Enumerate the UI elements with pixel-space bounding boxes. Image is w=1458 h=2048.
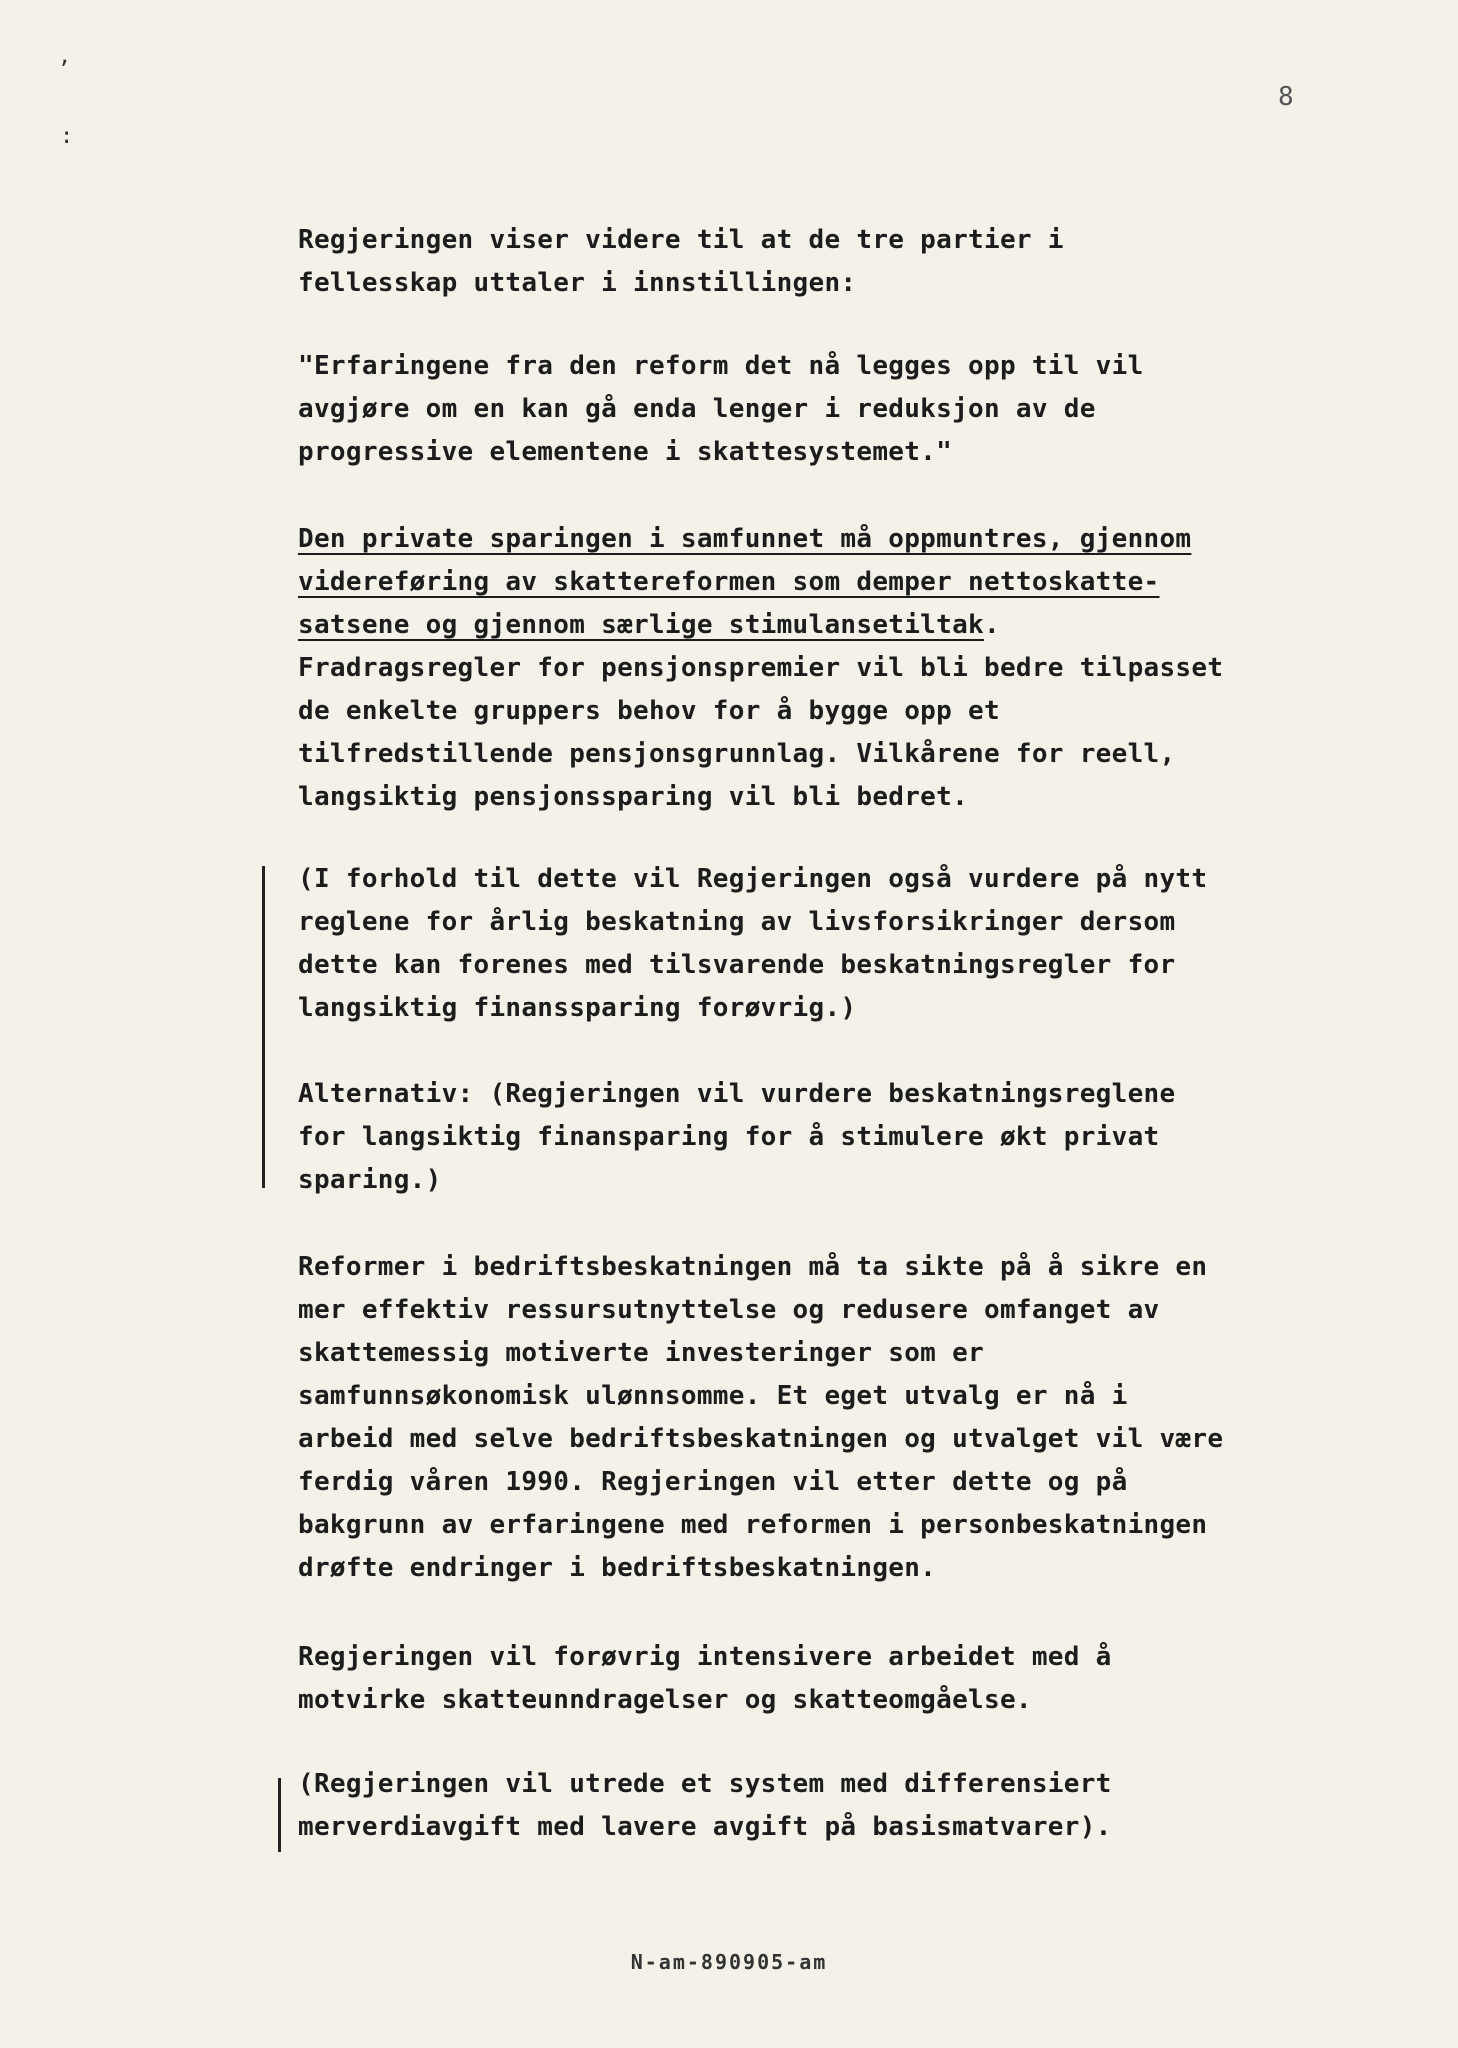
text-line: Reformer i bedriftsbeskatningen må ta sikte på å sikre en [298,1252,1208,1282]
text-line: motvirke skatteunndragelser og skatteomgåelse. [298,1685,1032,1715]
text-line: reglene for årlig beskatning av livsforsikringer dersom [298,907,1176,937]
text-line: avgjøre om en kan gå enda lenger i reduksjon av de [298,394,1096,424]
scan-mark: : [60,124,74,149]
text-line: "Erfaringene fra den reform det nå legges opp til vil [298,351,1144,381]
text-line: skattemessig motiverte investeringer som er [298,1338,984,1368]
margin-change-bar [278,1778,281,1852]
text-line: langsiktig finanssparing forøvrig.) [298,993,857,1023]
underlined-text: satsene og gjennom særlige stimulansetiltak [298,610,984,640]
text-line: samfunnsøkonomisk ulønnsomme. Et eget utvalg er nå i [298,1381,1128,1411]
paragraph-8 [298,1763,1338,1849]
text-line: (Regjeringen vil utrede et system med differensiert [298,1769,1112,1799]
text-line: for langsiktig finansparing for å stimulere økt privat [298,1122,1160,1152]
text-line: dette kan forenes med tilsvarende beskatningsregler for [298,950,1176,980]
margin-change-bar [262,866,265,1188]
page-number: 8 [1278,82,1294,112]
text-line: Regjeringen viser videre til at de tre partier i [298,225,1064,255]
document-code: N-am-890905-am [630,1950,828,1974]
text-line: mer effektiv ressursutnyttelse og redusere omfanget av [298,1295,1160,1325]
scan-mark: , [58,44,72,69]
text-line: merverdiavgift med lavere avgift på basismatvarer). [298,1812,1112,1842]
paragraph-1 [298,219,1338,305]
text-line: Alternativ: (Regjeringen vil vurdere beskatningsreglene [298,1079,1176,1109]
text-line: bakgrunn av erfaringene med reformen i personbeskatningen [298,1510,1208,1540]
underlined-tail: . [984,610,1000,640]
underlined-text: videreføring av skattereformen som demper nettoskatte- [298,567,1160,597]
text-line: drøfte endringer i bedriftsbeskatningen. [298,1553,937,1583]
underlined-text: Den private sparingen i samfunnet må oppmuntres, gjennom [298,524,1192,554]
underlined-line [298,518,1338,561]
paragraph-3 [298,518,1338,819]
underlined-line [298,604,1338,647]
paragraph-5 [298,1073,1338,1202]
text-line: progressive elementene i skattesystemet." [298,437,953,467]
text-line: tilfredstillende pensjonsgrunnlag. Vilkårene for reell, [298,739,1176,769]
paragraph-2-quote [298,345,1338,474]
text-line: sparing.) [298,1165,442,1195]
text-line: Fradragsregler for pensjonspremier vil bli bedre tilpasset [298,653,1224,683]
text-line: ferdig våren 1990. Regjeringen vil etter dette og på [298,1467,1128,1497]
paragraph-4 [298,858,1338,1030]
text-line: de enkelte gruppers behov for å bygge opp et [298,696,1000,726]
text-line: arbeid med selve bedriftsbeskatningen og utvalget vil være [298,1424,1224,1454]
paragraph-7 [298,1636,1338,1722]
paragraph-6 [298,1246,1338,1590]
underlined-line [298,561,1338,604]
text-line: (I forhold til dette vil Regjeringen også vurdere på nytt [298,864,1208,894]
text-line: Regjeringen vil forøvrig intensivere arbeidet med å [298,1642,1112,1672]
text-line: langsiktig pensjonssparing vil bli bedret. [298,782,969,812]
text-line: fellesskap uttaler i innstillingen: [298,268,857,298]
